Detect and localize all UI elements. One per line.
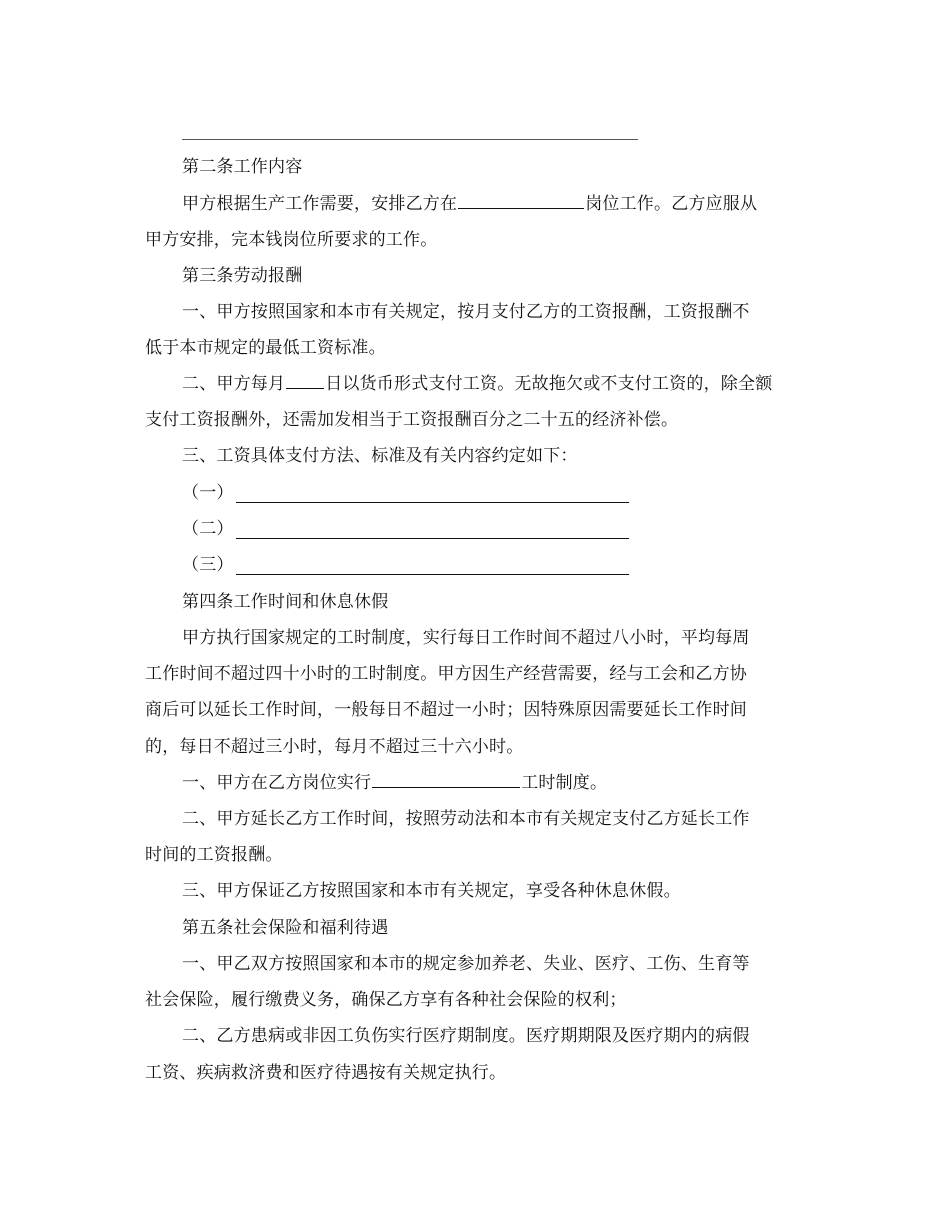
- article4-paragraph-line2: 工作时间不超过四十小时的工时制度。甲方因生产经营需要，经与工会和乙方协: [145, 664, 747, 684]
- article2-text-part2: 岗位工作。乙方应服从: [585, 194, 758, 214]
- article2-text-part1: 甲方根据生产工作需要，安排乙方在: [182, 194, 458, 214]
- article5-heading: 第五条社会保险和福利待遇: [182, 918, 389, 938]
- article4-item1-line: [182, 772, 607, 794]
- article4-heading: 第四条工作时间和休息休假: [182, 592, 389, 612]
- article3-item2-part1: 二、甲方每月: [182, 374, 286, 394]
- article3-heading: 第三条劳动报酬: [182, 266, 303, 286]
- article2-paragraph-line1: [182, 193, 757, 215]
- article5-item1-line2: 社会保险，履行缴费义务，确保乙方享有各种社会保险的权利；: [145, 990, 627, 1010]
- sub-item-2-blank-field[interactable]: [236, 538, 629, 539]
- sub-item-2-label: （二）: [182, 519, 234, 539]
- top-divider-line: [182, 139, 638, 140]
- article2-paragraph-line2: 甲方安排，完本钱岗位所要求的工作。: [145, 230, 438, 250]
- sub-item-1-blank-field[interactable]: [236, 502, 629, 503]
- article4-item3: 三、甲方保证乙方按照国家和本市有关规定，享受各种休息休假。: [182, 881, 681, 901]
- article4-paragraph-line4: 的，每日不超过三小时，每月不超过三十六小时。: [145, 737, 524, 757]
- article4-paragraph-line1: 甲方执行国家规定的工时制度，实行每日工作时间不超过八小时，平均每周: [182, 628, 750, 648]
- article3-item2-part2: 日以货币形式支付工资。无故拖欠或不支付工资的，除全额: [325, 374, 773, 394]
- article3-item2-line2: 支付工资报酬外，还需加发相当于工资报酬百分之二十五的经济补偿。: [145, 410, 679, 430]
- article5-item2-line2: 工资、疾病救济费和医疗待遇按有关规定执行。: [145, 1063, 507, 1083]
- article3-item2-line1: [182, 373, 772, 395]
- position-blank-field[interactable]: [458, 193, 584, 209]
- pay-day-blank-field[interactable]: [286, 373, 324, 389]
- sub-item-3-label: （三）: [182, 555, 234, 575]
- article3-item1-line2: 低于本市规定的最低工资标准。: [145, 338, 386, 358]
- article4-item2-line2: 时间的工资报酬。: [145, 845, 283, 865]
- article4-item1-part1: 一、甲方在乙方岗位实行: [182, 773, 372, 793]
- work-hour-system-blank-field[interactable]: [372, 772, 520, 788]
- article3-item3: 三、工资具体支付方法、标准及有关内容约定如下：: [182, 446, 578, 466]
- article5-item2-line1: 二、乙方患病或非因工负伤实行医疗期制度。医疗期期限及医疗期内的病假: [182, 1026, 750, 1046]
- article5-item1-line1: 一、甲乙双方按照国家和本市的规定参加养老、失业、医疗、工伤、生育等: [182, 954, 750, 974]
- article4-paragraph-line3: 商后可以延长工作时间，一般每日不超过一小时；因特殊原因需要延长工作时间: [145, 700, 747, 720]
- article3-item1-line1: 一、甲方按照国家和本市有关规定，按月支付乙方的工资报酬，工资报酬不: [182, 302, 750, 322]
- article4-item2-line1: 二、甲方延长乙方工作时间，按照劳动法和本市有关规定支付乙方延长工作: [182, 809, 750, 829]
- article4-item1-part2: 工时制度。: [521, 773, 608, 793]
- sub-item-3-blank-field[interactable]: [236, 574, 629, 575]
- sub-item-1-label: （一）: [182, 483, 234, 503]
- article2-heading: 第二条工作内容: [182, 157, 303, 177]
